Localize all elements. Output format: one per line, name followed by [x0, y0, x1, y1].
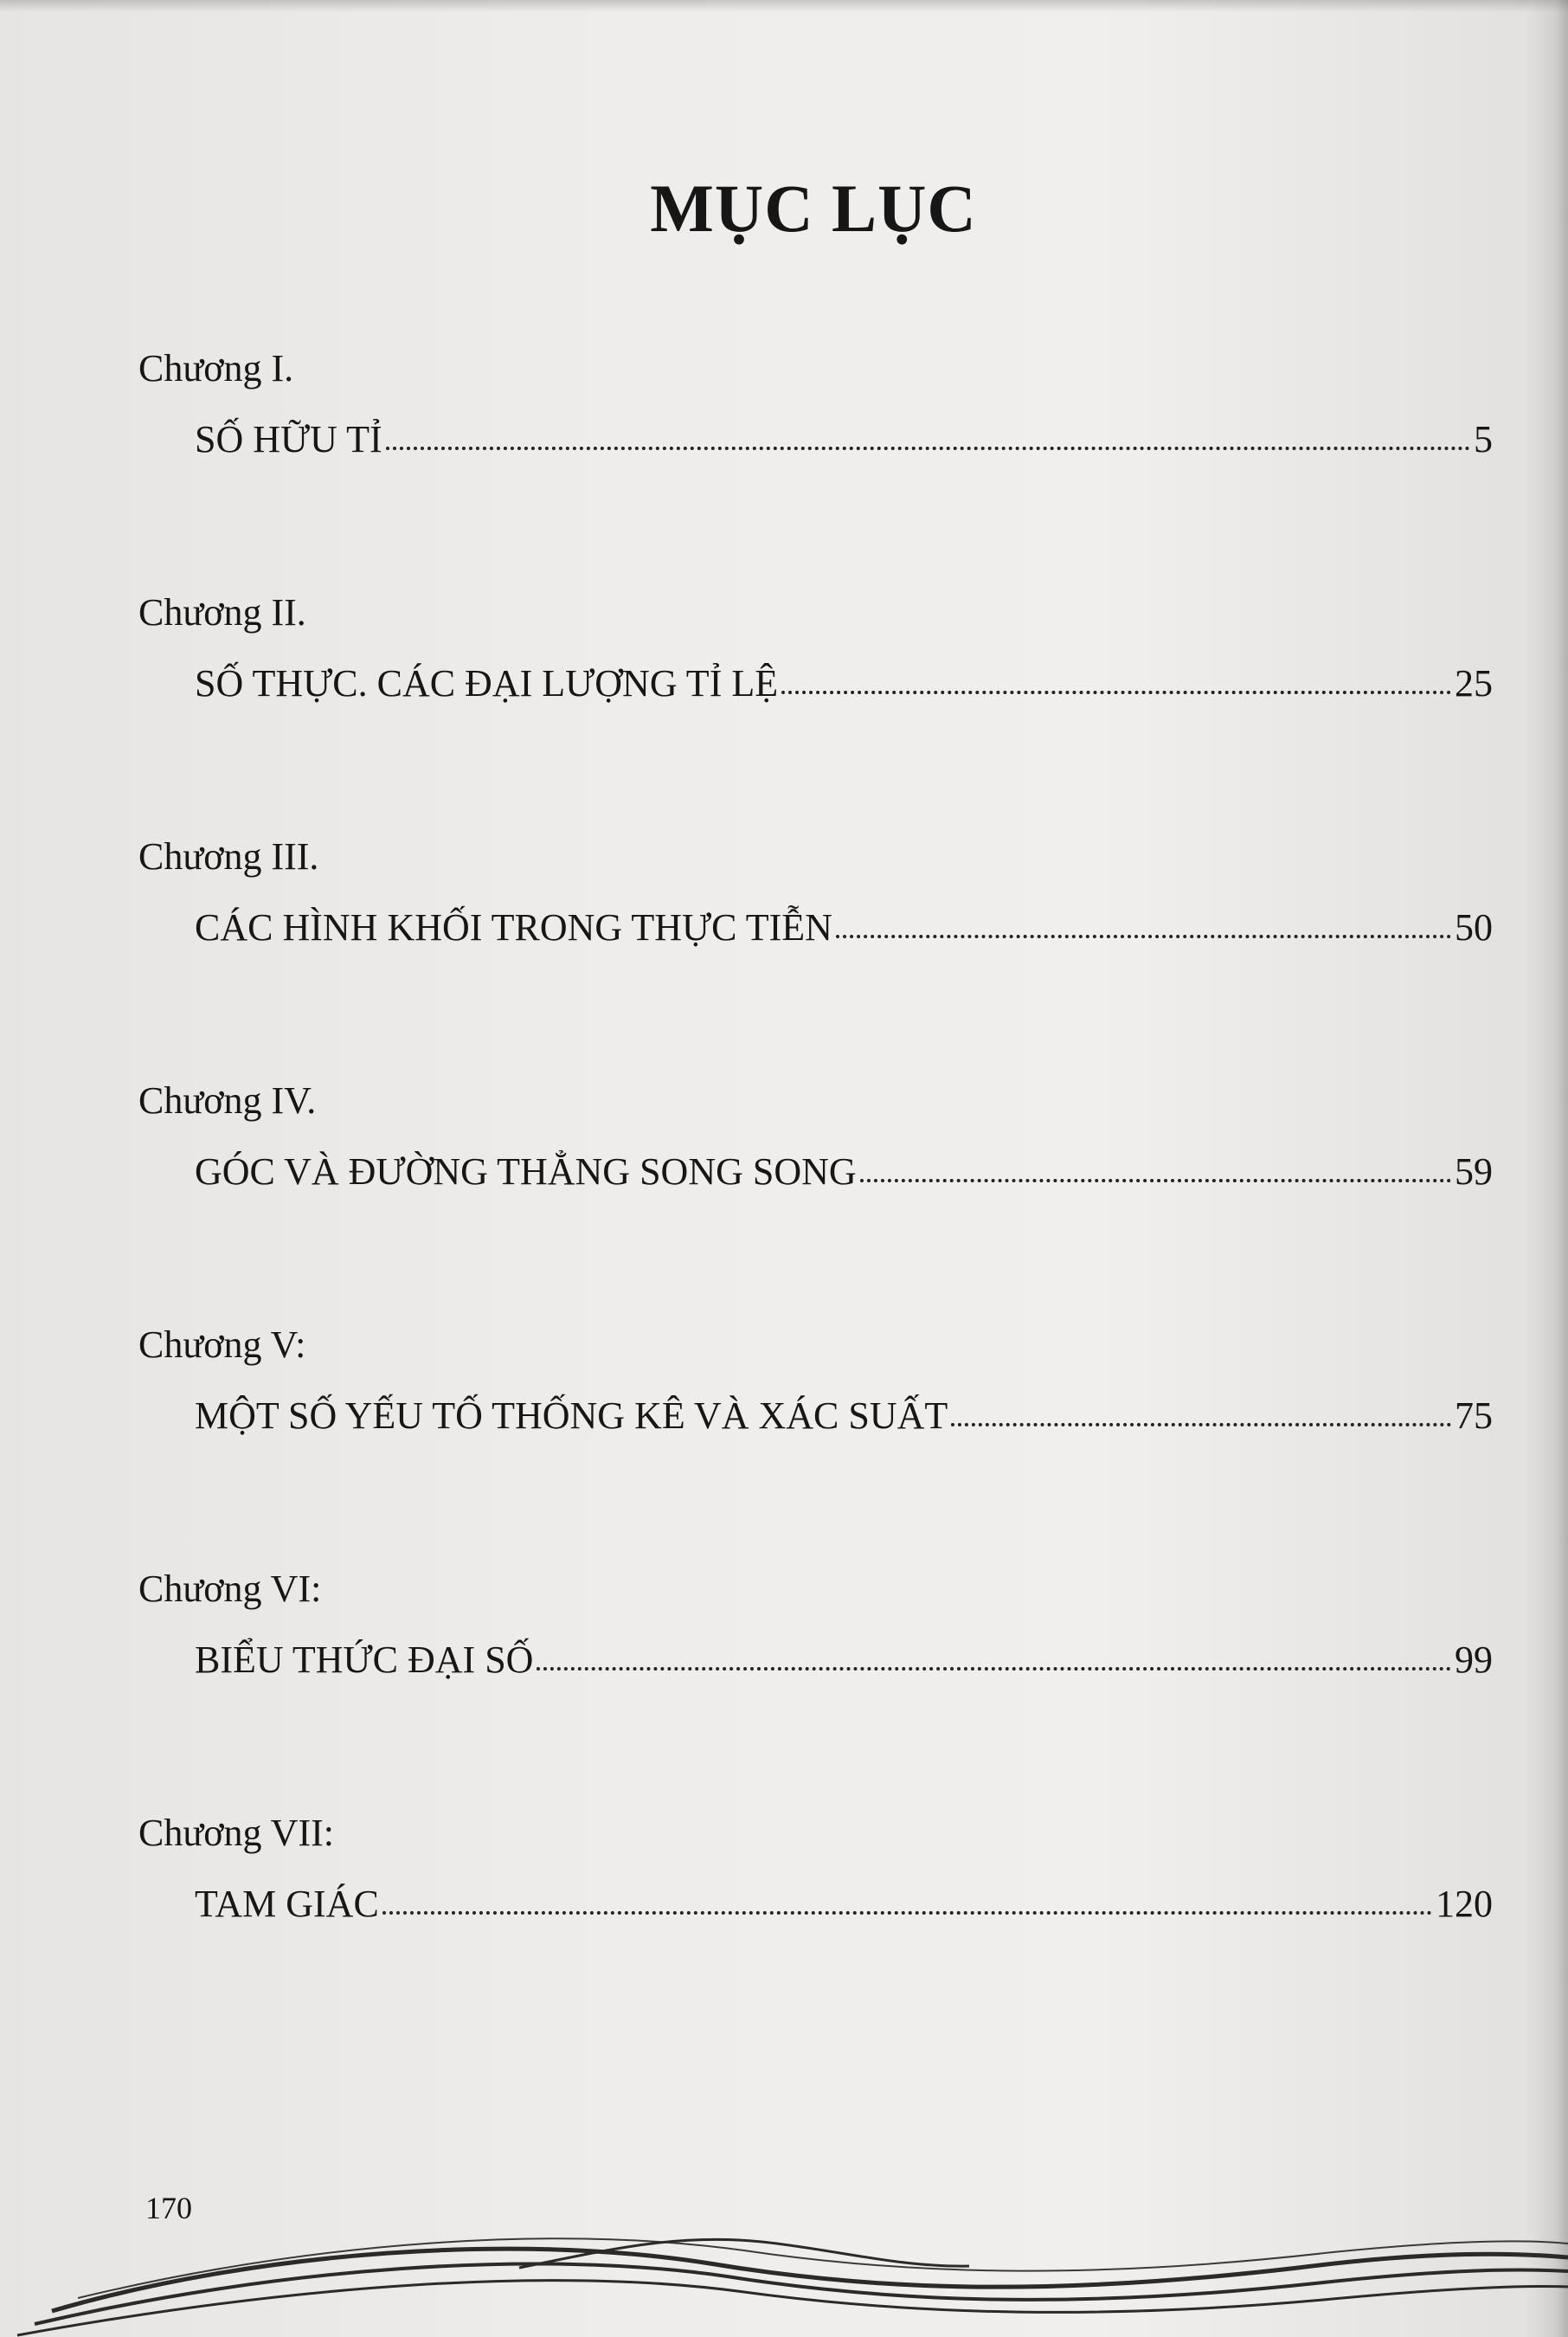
- chapter-title: MỘT SỐ YẾU TỐ THỐNG KÊ VÀ XÁC SUẤT: [195, 1394, 948, 1437]
- dot-leader: [836, 928, 1451, 938]
- chapter-title: TAM GIÁC: [195, 1883, 379, 1925]
- page-title: MỤC LỤC: [650, 171, 977, 246]
- chapter-label: Chương IV.: [138, 1079, 317, 1122]
- chapter-page-number: 25: [1455, 662, 1493, 705]
- page-top-shadow: [0, 0, 1568, 12]
- chapter-label: Chương VII:: [138, 1812, 334, 1854]
- page-right-shadow: [1528, 0, 1568, 2337]
- chapter-label: Chương VI:: [138, 1568, 322, 1610]
- toc-entry-row: [195, 1638, 1493, 1682]
- chapter-title: SỐ HỮU TỈ: [195, 418, 382, 460]
- chapter-page-number: 99: [1455, 1638, 1493, 1681]
- chapter-page-number: 120: [1436, 1883, 1493, 1925]
- dot-leader: [951, 1416, 1451, 1426]
- chapter-label: Chương I.: [138, 347, 294, 390]
- chapter-page-number: 59: [1455, 1150, 1493, 1193]
- toc-entry-row: [195, 417, 1493, 461]
- chapter-title: CÁC HÌNH KHỐI TRONG THỰC TIỄN: [195, 906, 832, 949]
- toc-entry-row: [195, 1394, 1493, 1438]
- chapter-title: BIỂU THỨC ĐẠI SỐ: [195, 1638, 534, 1681]
- toc-entry-row: [195, 661, 1493, 705]
- chapter-page-number: 5: [1474, 418, 1493, 460]
- chapter-page-number: 75: [1455, 1394, 1493, 1437]
- chapter-label: Chương III.: [138, 835, 319, 878]
- chapter-title: GÓC VÀ ĐƯỜNG THẲNG SONG SONG: [195, 1150, 857, 1193]
- dot-leader: [860, 1172, 1451, 1182]
- toc-entry-row: [195, 1882, 1493, 1926]
- dot-leader: [781, 684, 1451, 694]
- decorative-swoosh-icon: [0, 2216, 1568, 2337]
- dot-leader: [537, 1660, 1451, 1671]
- dot-leader: [382, 1904, 1432, 1915]
- toc-entry-row: [195, 1149, 1493, 1194]
- dot-leader: [386, 440, 1470, 450]
- chapter-title: SỐ THỰC. CÁC ĐẠI LƯỢNG TỈ LỆ: [195, 662, 779, 705]
- toc-entry-row: [195, 905, 1493, 950]
- chapter-label: Chương V:: [138, 1323, 306, 1366]
- chapter-page-number: 50: [1455, 906, 1493, 949]
- chapter-label: Chương II.: [138, 591, 306, 634]
- footer-page-number: 170: [145, 2191, 192, 2225]
